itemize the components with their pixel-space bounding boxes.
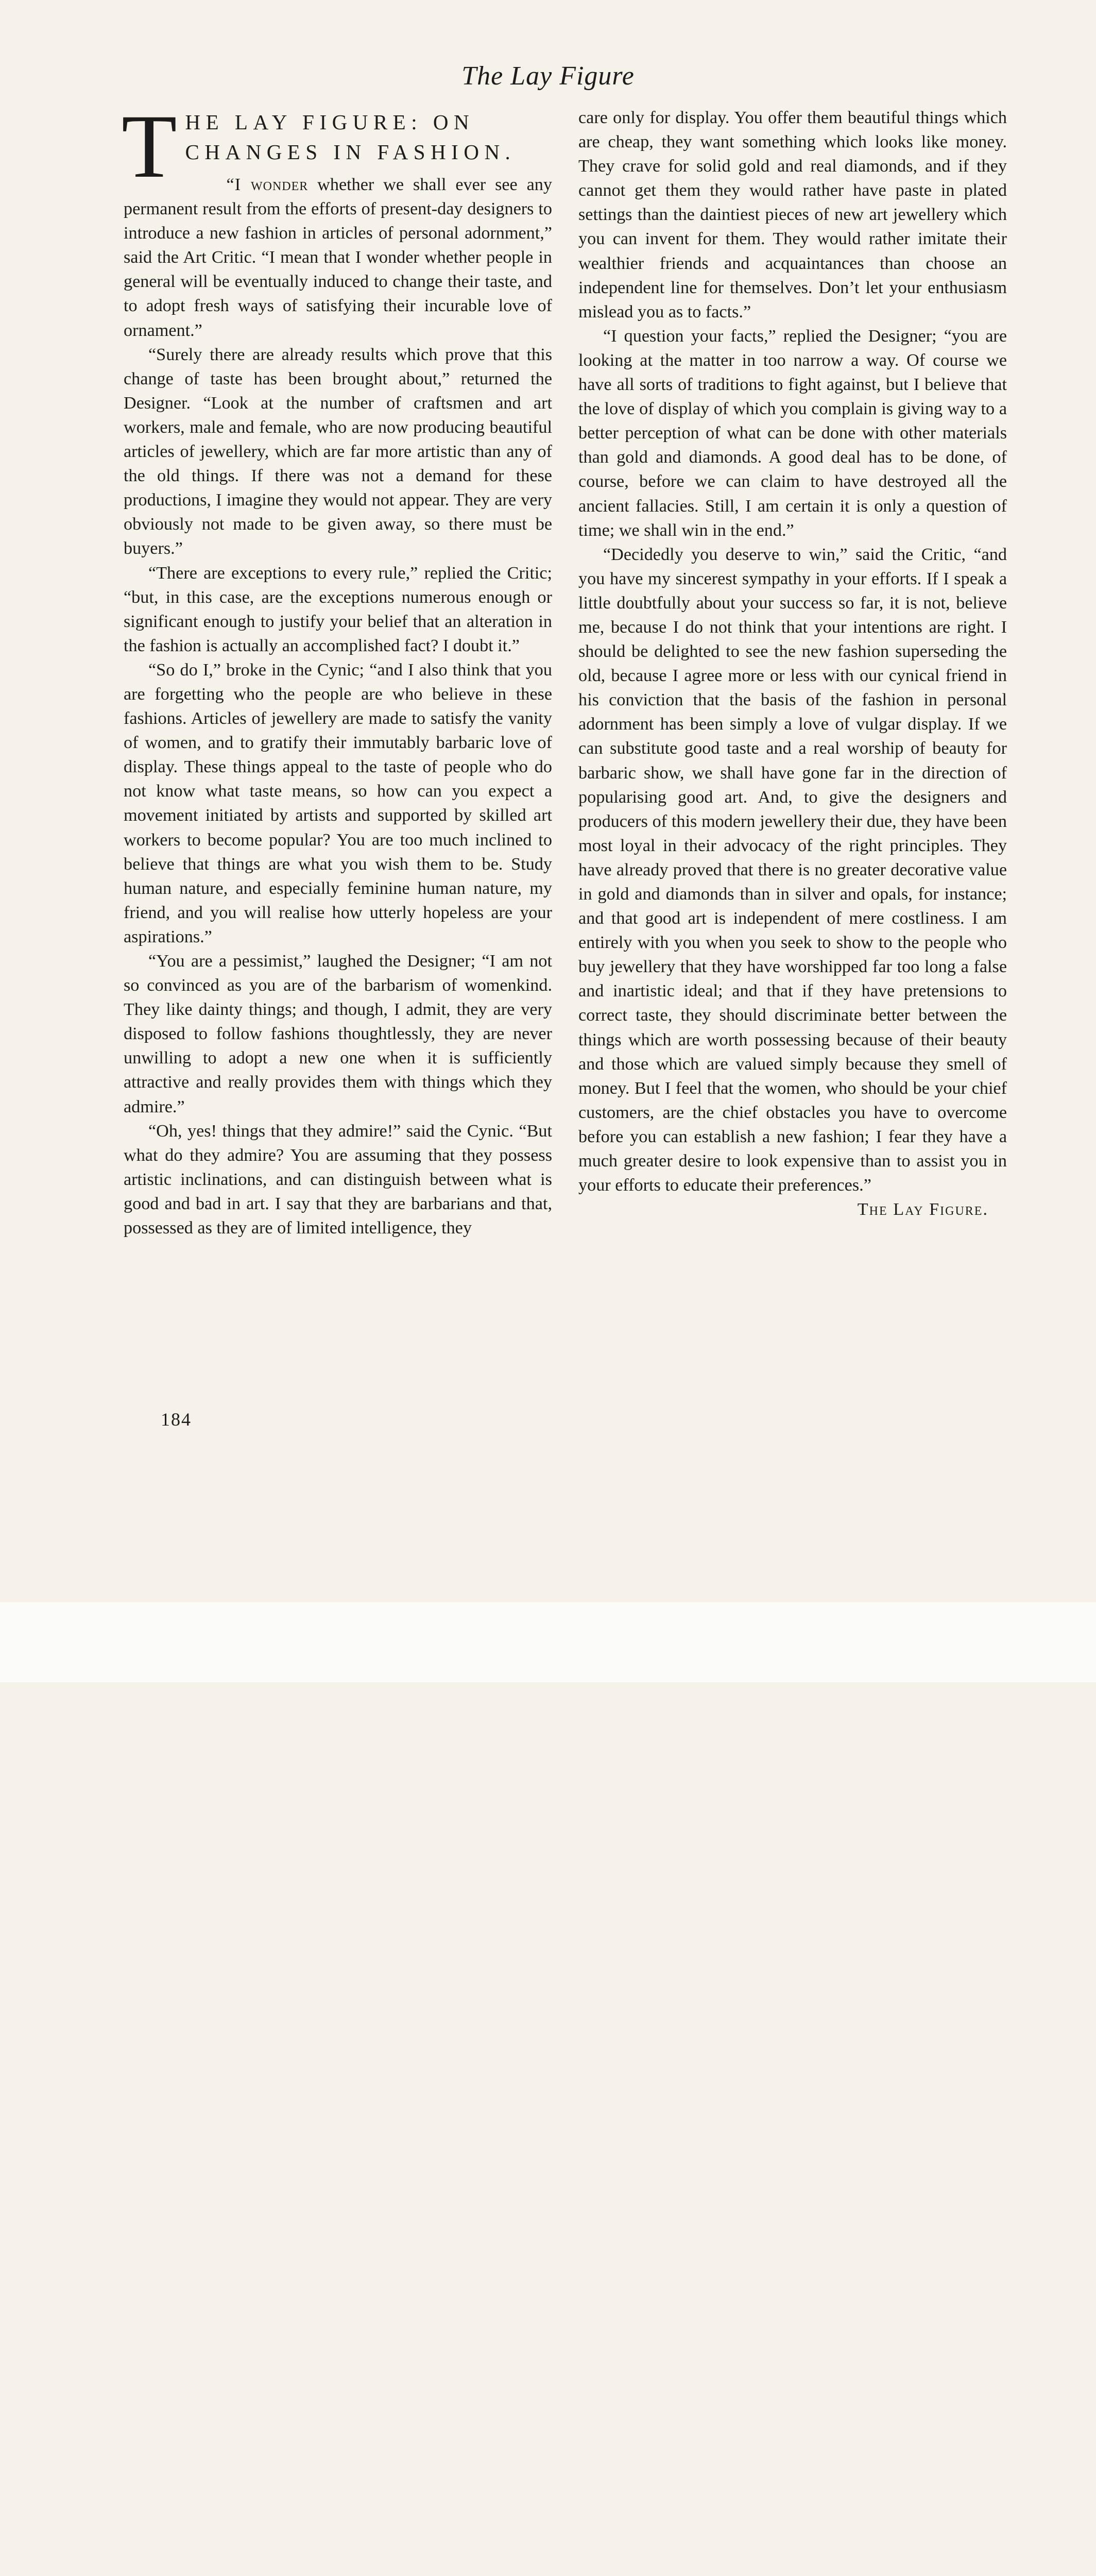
opening-paragraph <box>124 173 552 343</box>
left-paragraph: “Surely there are already results which prove that this change of taste has been brought about,” returned the Designer. “Look at the number of craftsmen and art workers, male and female, who are now producing beautiful articles of jewellery, which are far more artistic than any of the old things. If there was not a demand for these productions, I imagine they would not appear. They are very obviously not made to be given away, so there must be buyers.” <box>124 345 552 558</box>
article-title-line-2: CHANGES IN FASHION. <box>185 140 516 164</box>
page-number: 184 <box>161 1409 192 1430</box>
signature: The Lay Figure. <box>857 1200 988 1219</box>
left-column <box>122 96 552 1240</box>
right-continuation-paragraph: care only for display. You offer them beautiful things which are cheap, they want something which looks like money. They crave for solid gold and real diamonds, and if they cannot get them they would rather have paste in plated settings than the daintiest pieces of new art jewellery which you can invent for them. They would rather imitate their wealthier friends and acquaintances than choose an independent line for themselves. Don’t let your enthusiasm mislead you as to facts.” <box>578 108 1007 321</box>
digitization-footer <box>0 1602 1096 1682</box>
left-paragraph: “Oh, yes! things that they admire!” said the Cynic. “But what do they admire? You are assuming that they possess artistic inclinations, and can distinguish between what is good and bad in art. I say that they are barbarians and that, possessed as they are of limited intelligence, they <box>124 1121 552 1238</box>
opening-small-caps: “I wonder <box>226 175 309 194</box>
left-paragraph: “You are a pessimist,” laughed the Designer; “I am not so convinced as you are of the barbarism of womenkind. They like dainty things; and though, I admit, they are very disposed to follow fashions thoughtlessly, they are never unwilling to adopt a new one when it is sufficiently attractive and really provides them with things which they admire.” <box>124 952 552 1116</box>
left-paragraph: “So do I,” broke in the Cynic; “and I also think that you are forgetting who the people are who believe in these fashions. Articles of jewellery are made to satisfy the vanity of women, and to gratify their immutably barbaric love of display. These things appeal to the taste of people who do not know what taste means, so how can you expect a movement initiated by artists and supported by skilled art workers to become popular? You are too much inclined to believe that things are what you wish them to be. Study human nature, and especially feminine human nature, my friend, and you will realise how utterly hopeless are your aspirations.” <box>124 660 552 946</box>
right-paragraph: “Decidedly you deserve to win,” said the Critic, “and you have my sincerest sympathy in your efforts. If I speak a little doubtfully about your success so far, it is not, believe me, because I do not think that your intentions are right. I should be delighted to see the new fashion superseding the old, because I agree more or less with our cynical friend in his conviction that the basis of the fashion in personal adornment has been simply a love of vulgar display. If we can substitute good taste and a real worship of beauty for barbaric show, we shall have gone far in the direction of popularising good art. And, to give the designers and producers of this modern jewellery their due, they have been most loyal in their advocacy of the right principles. They have already proved that there is no greater decorative value in gold and diamonds than in silver and opals, for instance; and that good art is independent of mere costliness. I am entirely with you when you seek to show to the people who buy jewellery that they have worshipped far too long a false and inartistic ideal; and that if they have pretensions to correct taste, they should discriminate better between the things which are worth possessing because of their beauty and those which are valued simply because they smell of money. But I feel that the women, who should be your chief customers, are the chief obstacles you have to overcome before you can establish a new fashion; I fear they have a much greater desire to look expensive than to assist you in your efforts to educate their preferences.” <box>578 545 1007 1195</box>
drop-cap: T <box>122 96 177 197</box>
right-column <box>578 106 1007 1222</box>
running-head: The Lay Figure <box>461 61 635 91</box>
left-paragraph: “There are exceptions to every rule,” replied the Critic; “but, in this case, are the exceptions numerous enough or significant enough to justify your belief that an alteration in the fashion is actually an accomplished fact? I doubt it.” <box>124 563 552 655</box>
opening-text: whether we shall ever see any permanent result from the efforts of present-day designers to introduce a new fashion in articles of personal adornment,” said the Art Critic. “I mean that I wonder whether people in general will be eventually induced to change their taste, and to adopt fresh ways of satisfying their incurable love of ornament.” <box>124 175 552 340</box>
article-title-line-1: HE LAY FIGURE: ON <box>185 110 475 134</box>
right-paragraph: “I question your facts,” replied the Designer; “you are looking at the matter in too narrow a way. Of course we have all sorts of traditions to fight against, but I believe that the love of display of which you complain is giving way to a better perception of what can be done with other materials than gold and diamonds. A good deal has to be done, of course, before we can claim to have destroyed all the ancient fallacies. Still, I am certain it is only a question of time; we shall win in the end.” <box>578 326 1007 540</box>
